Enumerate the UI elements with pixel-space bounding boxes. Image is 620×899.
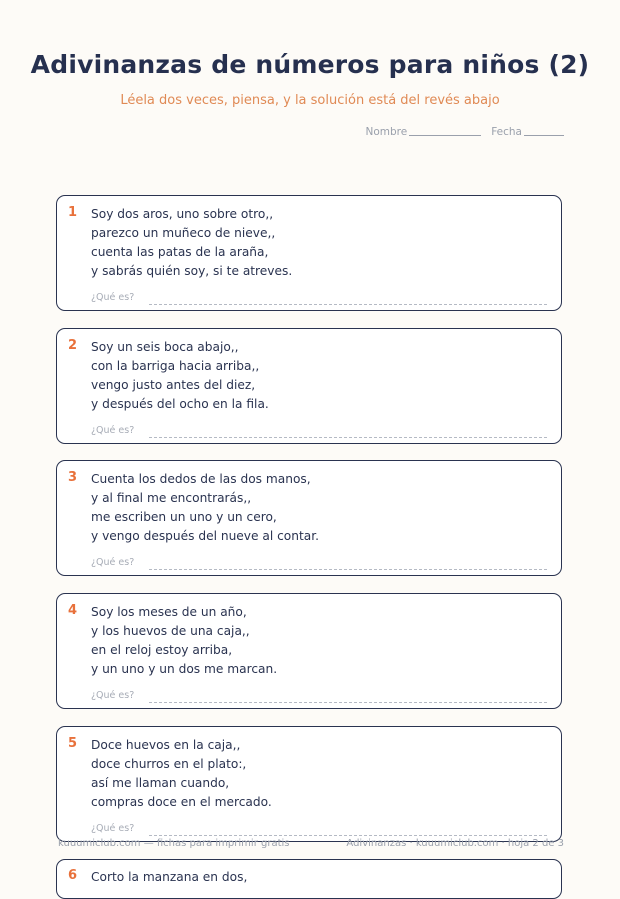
- riddle-line: Soy un seis boca abajo,,: [91, 340, 239, 354]
- answer-label: ¿Qué es?: [91, 557, 135, 568]
- riddle-card-2: [56, 328, 562, 444]
- riddle-card-6: [56, 859, 562, 899]
- riddle-line: doce churros en el plato:,: [91, 757, 247, 771]
- riddle-text: [91, 868, 247, 887]
- answer-label: ¿Qué es?: [91, 823, 135, 834]
- riddle-text: [91, 736, 272, 812]
- riddle-card-4: [56, 593, 562, 709]
- riddle-line: Soy los meses de un año,: [91, 605, 247, 619]
- riddle-text: [91, 470, 319, 546]
- riddle-line: y un uno y un dos me marcan.: [91, 662, 278, 676]
- riddle-line: y sabrás quién soy, si te atreves.: [91, 264, 293, 278]
- riddle-number: 3: [68, 470, 78, 485]
- riddle-line: compras doce en el mercado.: [91, 795, 272, 809]
- riddle-line: y vengo después del nueve al contar.: [91, 529, 320, 543]
- riddle-card-5: [56, 726, 562, 842]
- riddle-line: cuenta las patas de la araña,: [91, 245, 269, 259]
- riddle-line: con la barriga hacia arriba,,: [91, 359, 260, 373]
- answer-line[interactable]: [149, 304, 547, 305]
- riddle-line: así me llaman cuando,: [91, 776, 230, 790]
- riddle-line: Corto la manzana en dos,: [91, 870, 248, 884]
- riddle-text: [91, 338, 269, 414]
- riddle-line: parezco un muñeco de nieve,,: [91, 226, 276, 240]
- riddle-number: 2: [68, 338, 78, 353]
- riddle-line: Doce huevos en la caja,,: [91, 738, 241, 752]
- answer-line[interactable]: [149, 569, 547, 570]
- answer-label: ¿Qué es?: [91, 690, 135, 701]
- date-field[interactable]: [524, 135, 564, 136]
- name-field[interactable]: [409, 135, 481, 136]
- page-subtitle: Léela dos veces, piensa, y la solución está del revés abajo: [120, 93, 500, 108]
- riddle-line: y al final me encontrarás,,: [91, 491, 252, 505]
- date-label: Fecha: [491, 126, 522, 138]
- page-title: Adivinanzas de números para niños (2): [30, 50, 590, 79]
- riddle-number: 6: [68, 868, 78, 883]
- riddle-line: Cuenta los dedos de las dos manos,: [91, 472, 311, 486]
- riddle-card-1: [56, 195, 562, 311]
- answer-label: ¿Qué es?: [91, 292, 135, 303]
- name-label: Nombre: [365, 126, 408, 138]
- riddle-line: me escriben un uno y un cero,: [91, 510, 277, 524]
- riddle-line: Soy dos aros, uno sobre otro,,: [91, 207, 274, 221]
- answer-label: ¿Qué es?: [91, 425, 135, 436]
- riddle-number: 4: [68, 603, 78, 618]
- riddle-line: y después del ocho en la fila.: [91, 397, 269, 411]
- answer-line[interactable]: [149, 702, 547, 703]
- riddle-line: y los huevos de una caja,,: [91, 624, 250, 638]
- riddle-line: vengo justo antes del diez,: [91, 378, 256, 392]
- riddle-line: en el reloj estoy arriba,: [91, 643, 233, 657]
- riddle-text: [91, 603, 277, 679]
- riddle-number: 1: [68, 205, 78, 220]
- riddle-number: 5: [68, 736, 78, 751]
- answer-line[interactable]: [149, 437, 547, 438]
- footer-right: Adivinanzas · kuuumiclub.com · hoja 2 de 3: [346, 838, 564, 849]
- name-date-row: [365, 126, 564, 138]
- footer-left: kuuumiclub.com — fichas para imprimir gratis: [58, 838, 290, 849]
- riddle-card-3: [56, 460, 562, 576]
- riddle-text: [91, 205, 292, 281]
- answer-line[interactable]: [149, 835, 547, 836]
